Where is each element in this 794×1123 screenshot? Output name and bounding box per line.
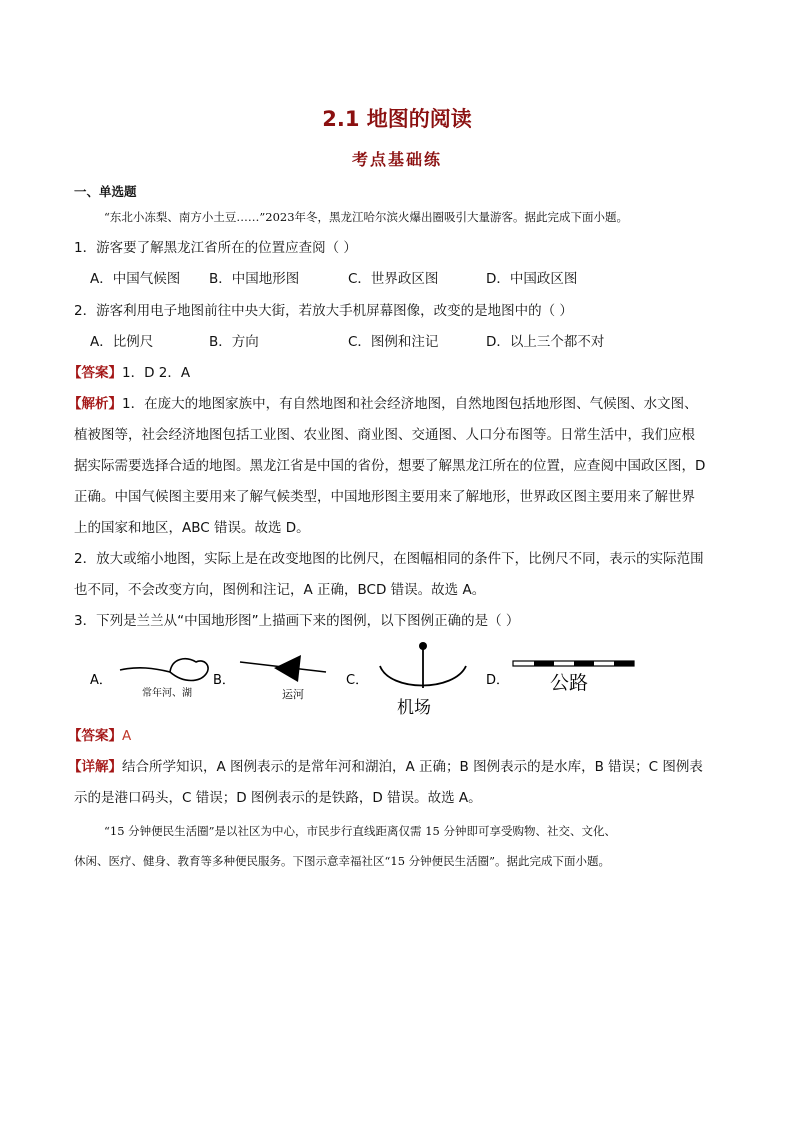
question-3: 3．下列是兰兰从“中国地形图”上描画下来的图例，以下图例正确的是（ ） — [74, 613, 520, 629]
page-subtitle: 考点基础练 — [351, 150, 442, 169]
river-symbol — [120, 668, 170, 672]
detail-tag: 【详解】 — [68, 759, 122, 775]
answer-text: 1．D 2．A — [122, 365, 191, 381]
analysis-tag: 【解析】 — [68, 396, 122, 412]
q2-option-a: A．比例尺 — [90, 334, 154, 350]
question-2: 2．游客利用电子地图前往中央大街，若放大手机屏幕图像，改变的是地图中的（ ） — [74, 303, 573, 319]
q1-option-d: D．中国政区图 — [486, 271, 578, 287]
analysis-line-6: 2．放大或缩小地图，实际上是在改变地图的比例尺，在图幅相同的条件下，比例尺不同，表示的实际范围 — [74, 551, 704, 567]
legend-figure — [88, 640, 648, 722]
detail-line-1: 【详解】结合所学知识，A 图例表示的是常年河和湖泊，A 正确；B 图例表示的是水库，B 错误；C 图例表 — [68, 759, 703, 775]
lake-symbol — [170, 659, 208, 681]
answer-3-tag: 【答案】 — [68, 728, 122, 744]
canal-arrow-icon — [274, 655, 301, 682]
q1-option-c: C．世界政区图 — [348, 271, 439, 287]
q2-option-d: D．以上三个都不对 — [486, 334, 605, 350]
answer-1-2 — [68, 364, 728, 382]
legend-a-caption: 常年河、湖 — [142, 688, 192, 699]
question-1: 1．游客要了解黑龙江省所在的位置应查阅（ ） — [74, 240, 357, 256]
intro-paragraph-2-line-2: 休闲、医疗、健身、教育等多种便民服务。下图示意幸福社区“15 分钟便民生活圈”。据此完成下面小题。 — [74, 854, 611, 868]
analysis-line-2: 植被图等，社会经济地图包括工业图、农业图、商业图、交通图、人口分布图等。日常生活中，我们应根 — [74, 427, 695, 443]
answer-tag: 【答案】 — [68, 365, 122, 381]
analysis-line-5: 上的国家和地区，ABC 错误。故选 D。 — [74, 520, 310, 536]
page-title: 2.1 地图的阅读 — [322, 107, 472, 131]
analysis-line-7: 也不同，不会改变方向，图例和注记，A 正确，BCD 错误。故选 A。 — [74, 582, 486, 598]
analysis-line-1: 【解析】1．在庞大的地图家族中，有自然地图和社会经济地图，自然地图包括地形图、气候图、水文图、 — [68, 396, 698, 412]
detail-line-2: 示的是港口码头，C 错误；D 图例表示的是铁路，D 错误。故选 A。 — [74, 790, 482, 806]
legend-b-letter: B． — [213, 673, 235, 688]
intro-paragraph-1: “东北小冻梨、南方小土豆……”2023年冬，黑龙江哈尔滨火爆出圈吸引大量游客。据此完成下面小题。 — [104, 210, 629, 224]
section-heading: 一、单选题 — [74, 184, 137, 199]
q1-option-a: A．中国气候图 — [90, 271, 181, 287]
legend-b-caption: 运河 — [282, 688, 304, 701]
answer-3-text: A — [122, 728, 132, 744]
legend-c-letter: C． — [346, 673, 369, 688]
legend-c-caption: 机场 — [397, 698, 431, 718]
answer-3 — [68, 727, 728, 745]
q2-option-b: B．方向 — [209, 334, 259, 350]
intro-paragraph-2-line-1: “15 分钟便民生活圈”是以社区为中心，市民步行直线距离仅需 15 分钟即可享受购物、社交、文化、 — [104, 824, 616, 838]
legend-d-letter: D． — [486, 673, 510, 688]
q1-option-b: B．中国地形图 — [209, 271, 300, 287]
legend-a-letter: A． — [90, 673, 112, 688]
analysis-line-3: 据实际需要选择合适的地图。黑龙江省是中国的省份，想要了解黑龙江所在的位置，应查阅中国政区图，D — [74, 458, 706, 474]
legend-d-caption: 公路 — [550, 672, 589, 694]
q2-option-c: C．图例和注记 — [348, 334, 439, 350]
analysis-line-4: 正确。中国气候图主要用来了解气候类型，中国地形图主要用来了解地形，世界政区图主要用来了解世界 — [74, 489, 695, 505]
